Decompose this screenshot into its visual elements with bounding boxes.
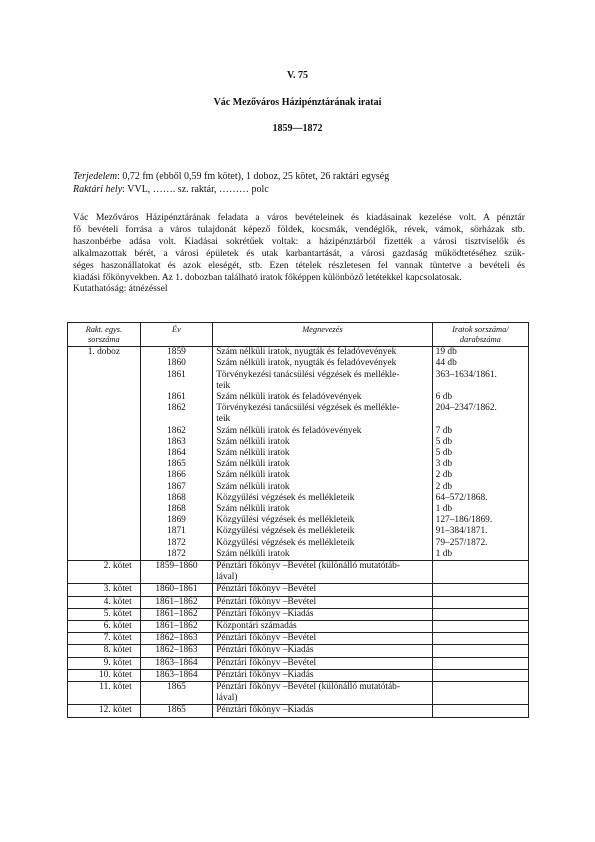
unit-cell: [68, 621, 141, 633]
unit-cell: [68, 669, 141, 681]
entry-name: Törvénykezési tanácsülési végzések és mellékle-: [216, 403, 400, 414]
entry-year: 1868: [167, 492, 186, 503]
unit-cell-text: 4. kötet: [103, 596, 132, 607]
entry-docs: 79–257/1872.: [435, 537, 488, 548]
table-row: [68, 645, 529, 657]
entry-year: 1861: [167, 369, 186, 380]
name-cell-text: Pénztári főkönyv –Bevétel: [216, 633, 317, 644]
entry-year: 1866: [167, 470, 186, 481]
entry-name: Szám nélküli iratok: [216, 548, 290, 559]
name-cell: [213, 705, 432, 717]
spacer: [144, 414, 209, 425]
entry-year: 1864: [167, 447, 186, 458]
entry-docs: 3 db: [435, 459, 453, 470]
entry-name: Szám nélküli iratok és feladóvevények: [216, 425, 362, 436]
name-cell: [213, 561, 432, 584]
extent-line: [73, 171, 525, 183]
unit-cell: [68, 682, 141, 705]
table-row: [68, 561, 529, 584]
year-cell-text: 1862–1863: [155, 633, 198, 644]
entry-name: Szám nélküli iratok: [216, 436, 290, 447]
table-row: [68, 608, 529, 620]
entry-year: 1872: [167, 537, 186, 548]
year-cell-text: 1865: [167, 682, 186, 693]
year-cell: [140, 561, 212, 584]
year-cell: [140, 608, 212, 620]
spacer: [436, 414, 525, 425]
docs-cell: [432, 561, 528, 584]
description-line: fő bevételi forrása a város tulajdonát képező földek, kocsmák, vendéglők, révek, vámok, sörházak stb.: [73, 223, 525, 235]
year-cell-text: 1863–1864: [155, 657, 198, 668]
docs-cell: [432, 657, 528, 669]
name-cell-text: Pénztári főkönyv –Kiadás: [216, 645, 314, 656]
docs-cell: [432, 621, 528, 633]
name-cell-text: Pénztári főkönyv –Bevétel: [216, 657, 317, 668]
entry-name: Törvénykezési tanácsülési végzések és mellékle-: [216, 369, 400, 380]
description-line: alkalmazottak bérét, a városi épületek és utak karbantartását, a városi gazdaság működtetéséhez szük-: [73, 247, 525, 259]
fonds-title: Vác Mezőváros Házipénztárának iratai: [213, 97, 382, 108]
location-line: [73, 184, 525, 196]
unit-cell-text: 12. kötet: [98, 705, 132, 716]
entry-year: 1863: [167, 436, 186, 447]
entry-year: 1862: [167, 403, 186, 414]
unit-cell: [68, 347, 141, 561]
table-row: [68, 633, 529, 645]
extent-value: : 0,72 fm (ebből 0,59 fm kötet), 1 doboz, 25 kötet, 26 raktári egység: [117, 171, 390, 182]
entry-docs: 2 db: [435, 470, 453, 481]
entry-name: Szám nélküli iratok, nyugták és feladóvevények: [216, 347, 397, 358]
name-cell-text-cont: lával): [216, 572, 238, 583]
fonds-code: V. 75: [287, 70, 308, 81]
year-cell-text: 1865: [167, 705, 186, 716]
name-cell: [213, 608, 432, 620]
entry-name: Szám nélküli iratok: [216, 459, 290, 470]
name-cell: [213, 657, 432, 669]
entry-docs: 7 db: [435, 425, 453, 436]
unit-cell: [68, 561, 141, 584]
entry-docs: 19 db: [435, 347, 457, 358]
entry-docs: 127–186/1869.: [435, 515, 493, 526]
entry-name: Közgyűlési végzések és mellékleteik: [216, 526, 355, 537]
entry-year: 1871: [167, 526, 186, 537]
unit-cell: [68, 657, 141, 669]
year-cell: [140, 669, 212, 681]
year-cell: [140, 596, 212, 608]
year-cell-text: 1863–1864: [155, 669, 198, 680]
docs-cell: [432, 633, 528, 645]
unit-cell-text: 9. kötet: [103, 657, 132, 668]
unit-cell: [68, 608, 141, 620]
unit-cell: [68, 645, 141, 657]
unit-cell-text: 6. kötet: [103, 621, 132, 632]
table-row: [68, 621, 529, 633]
table-body: [68, 347, 529, 718]
entry-name: Szám nélküli iratok és feladóvevények: [216, 392, 362, 402]
accessibility-note: Kutathatóság: átnézéssel: [73, 283, 168, 295]
year-cell-text: 1860–1861: [155, 584, 198, 595]
unit-cell-text: 7. kötet: [103, 633, 132, 644]
year-cell: [140, 621, 212, 633]
name-cell-text: Pénztári főkönyv –Bevétel: [216, 584, 317, 595]
name-cell-text: Pénztári főkönyv –Bevétel: [216, 596, 317, 607]
entry-year: 1865: [167, 459, 186, 470]
location-label: Raktári hely: [73, 184, 123, 195]
entry-name-cont: teik: [216, 414, 231, 425]
fonds-years: 1859—1872: [272, 123, 323, 134]
entry-name: Szám nélküli iratok: [216, 470, 290, 481]
unit-cell: [68, 584, 141, 596]
entry-year: 1860: [167, 358, 186, 369]
entry-year: 1859: [167, 347, 186, 358]
unit-cell-text: 10. kötet: [98, 669, 132, 680]
docs-cell: [432, 645, 528, 657]
entry-docs: 363–1634/1861.: [435, 369, 497, 380]
unit-cell-text: 1. doboz: [87, 347, 120, 358]
name-cell: [213, 347, 432, 561]
name-cell-text: Pénztári főkönyv –Bevétel (különálló mutatótáb-: [216, 561, 400, 572]
extent-label: Terjedelem: [73, 171, 118, 182]
header-year: Év: [140, 323, 212, 347]
description-line: kiadási főkönyvekben. Az 1. dobozban található iratok főképpen különböző letétekkel kapcsolatosak.: [73, 271, 462, 283]
year-cell: [140, 682, 212, 705]
description-line: Vác Mezőváros Házipénztárának feladata a város bevételeinek és kiadásainak kezelése volt. A pénztár: [73, 212, 525, 223]
name-cell-text: Pénztári főkönyv –Kiadás: [216, 669, 314, 680]
year-cell: [140, 645, 212, 657]
unit-cell-text: 5. kötet: [103, 608, 132, 619]
description-line: séges haszonállatokat és azok eleségét, stb. Ezen tételek részletesen fel vannak tüntetve a bevételi és: [73, 259, 525, 271]
entry-year: 1867: [167, 481, 186, 492]
year-cell: [140, 705, 212, 717]
entry-year: 1872: [167, 548, 186, 559]
entry-name: Szám nélküli iratok, nyugták és feladóvevények: [216, 358, 397, 369]
docs-cell: [432, 596, 528, 608]
year-cell: [140, 657, 212, 669]
spacer: [436, 381, 525, 392]
table-row: [68, 584, 529, 596]
name-cell: [213, 682, 432, 705]
entry-docs: 91–384/1871.: [435, 526, 488, 537]
table-row: [68, 669, 529, 681]
year-cell: [140, 347, 212, 561]
entry-docs: 204–2347/1862.: [435, 403, 497, 414]
name-cell-text: Pénztári főkönyv –Kiadás: [216, 608, 314, 619]
year-cell-text: 1861–1862: [155, 596, 198, 607]
name-cell: [213, 596, 432, 608]
unit-cell-text: 3. kötet: [103, 584, 132, 595]
unit-cell-text: 2. kötet: [103, 561, 132, 572]
entry-name: Közgyűlési végzések és mellékleteik: [216, 515, 355, 526]
entry-docs: 44 db: [435, 358, 457, 369]
name-cell-text: Pénztári főkönyv –Bevétel (különálló mutatótáb-: [216, 682, 400, 693]
entry-year: 1861: [167, 391, 186, 402]
entry-docs: 5 db: [435, 436, 453, 447]
year-cell: [140, 633, 212, 645]
name-cell: [213, 621, 432, 633]
entry-docs: 5 db: [435, 447, 453, 458]
name-cell-text: Központári számadás: [216, 621, 297, 632]
entry-name: Szám nélküli iratok: [216, 481, 290, 492]
header-docs: Iratok sorszáma/ darabszáma: [432, 323, 528, 347]
entry-name: Szám nélküli iratok: [216, 504, 290, 515]
year-cell: [140, 584, 212, 596]
entry-name-cont: teik: [216, 380, 231, 391]
table-header-row: [68, 323, 529, 347]
docs-cell: [432, 669, 528, 681]
year-cell-text: 1862–1863: [155, 645, 198, 656]
name-cell: [213, 645, 432, 657]
unit-cell-text: 11. kötet: [99, 682, 132, 693]
docs-cell: [432, 705, 528, 717]
name-cell: [213, 584, 432, 596]
header-name: Megnevezés: [213, 323, 432, 347]
entry-docs: 1 db: [435, 548, 453, 559]
name-cell-text-cont: lával): [216, 693, 238, 704]
unit-cell: [68, 633, 141, 645]
unit-cell-text: 8. kötet: [103, 645, 132, 656]
table-row: [68, 596, 529, 608]
description-paragraph: [73, 212, 525, 295]
unit-cell: [68, 705, 141, 717]
entry-docs: 1 db: [435, 504, 453, 514]
location-value: : VVL, ……. sz. raktár, ……… polc: [122, 184, 269, 195]
unit-cell: [68, 596, 141, 608]
entry-year: 1862: [167, 425, 186, 436]
entry-name: Közgyűlési végzések és mellékleteik: [216, 492, 355, 503]
entry-name: Szám nélküli iratok: [216, 448, 290, 459]
table-row: [68, 705, 529, 717]
year-cell-text: 1861–1862: [155, 608, 198, 619]
inventory-table: [67, 322, 529, 718]
name-cell: [213, 669, 432, 681]
table-row: [68, 682, 529, 705]
table-row: [68, 657, 529, 669]
name-cell-text: Pénztári főkönyv –Kiadás: [216, 705, 314, 716]
entry-name: Közgyűlési végzések és mellékleteik: [216, 537, 355, 548]
name-cell: [213, 633, 432, 645]
docs-cell: [432, 682, 528, 705]
entry-year: 1869: [167, 515, 186, 526]
docs-cell: [432, 608, 528, 620]
entry-year: 1868: [167, 504, 186, 514]
description-line: haszonbérbe adása volt. Kiadásai sokrétűek voltak: a házipénztárból fizették a városi tisztviselők és: [73, 235, 525, 247]
spacer: [144, 381, 209, 392]
year-cell-text: 1861–1862: [155, 621, 198, 632]
year-cell-text: 1859–1860: [155, 561, 198, 572]
docs-cell: [432, 584, 528, 596]
entry-docs: 64–572/1868.: [435, 492, 488, 503]
table-row: [68, 347, 529, 561]
entry-docs: 2 db: [435, 481, 453, 492]
header-unit: Rakt. egys. sorszáma: [68, 323, 141, 347]
entry-docs: 6 db: [435, 391, 453, 402]
docs-cell: [432, 347, 528, 561]
